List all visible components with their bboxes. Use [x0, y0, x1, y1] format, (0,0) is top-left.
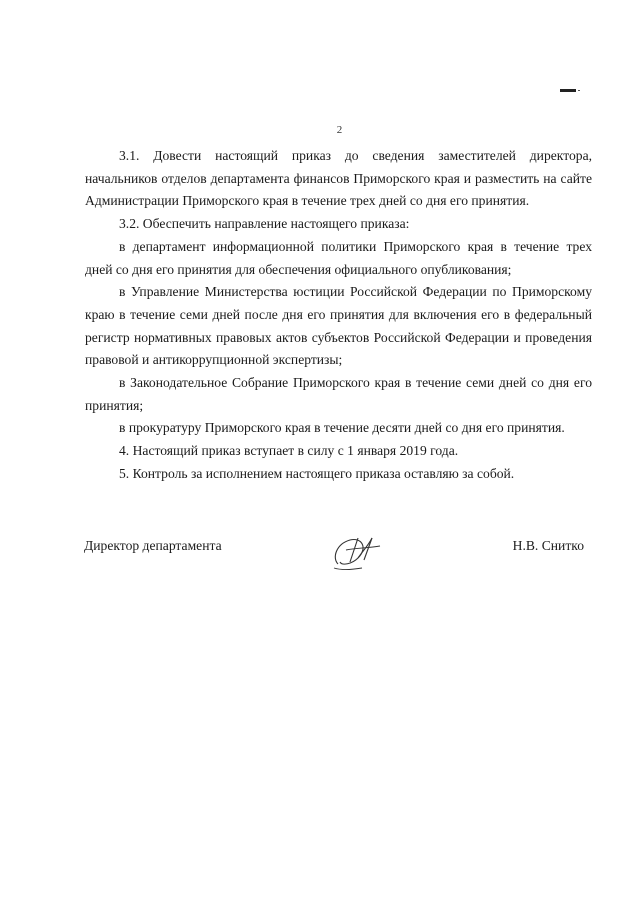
paragraph-3-1: 3.1. Довести настоящий приказ до сведения заместителей директора, начальников отделов департамента финансов Приморского края и разместить на сайте Администрации Приморского края в течение трех дней со дня его принятия.	[85, 148, 592, 209]
paragraph-info-policy: в департамент информационной политики Приморского края в течение трех дней со дня его принятия для обеспечения официального опубликования;	[85, 238, 592, 277]
paragraph-3-2: 3.2. Обеспечить направление настоящего приказа:	[119, 216, 410, 232]
document-body	[85, 145, 592, 486]
signatory-name: Н.В. Снитко	[512, 538, 584, 553]
scan-mark-icon	[560, 89, 584, 92]
paragraph-legislative-assembly: в Законодательное Собрание Приморского края в течение семи дней со дня его принятия;	[85, 375, 592, 413]
paragraph-prosecutor: в прокуратуру Приморского края в течение десяти дней со дня его принятия.	[119, 420, 565, 436]
page-number: 2	[336, 124, 343, 136]
paragraph-5: 5. Контроль за исполнением настоящего приказа оставляю за собой.	[119, 465, 515, 481]
signatory-position: Директор департамента	[84, 538, 222, 553]
handwritten-signature	[328, 528, 400, 576]
paragraph-ministry-justice: в Управление Министерства юстиции Российской Федерации по Приморскому краю в течение семи дней после дня его принятия для включения его в федеральный регистр нормативных правовых актов субъектов Российской Федерации и проведения правовой и антикоррупционной экспертизы;	[85, 284, 592, 368]
paragraph-4: 4. Настоящий приказ вступает в силу с 1 января 2019 года.	[119, 443, 459, 459]
